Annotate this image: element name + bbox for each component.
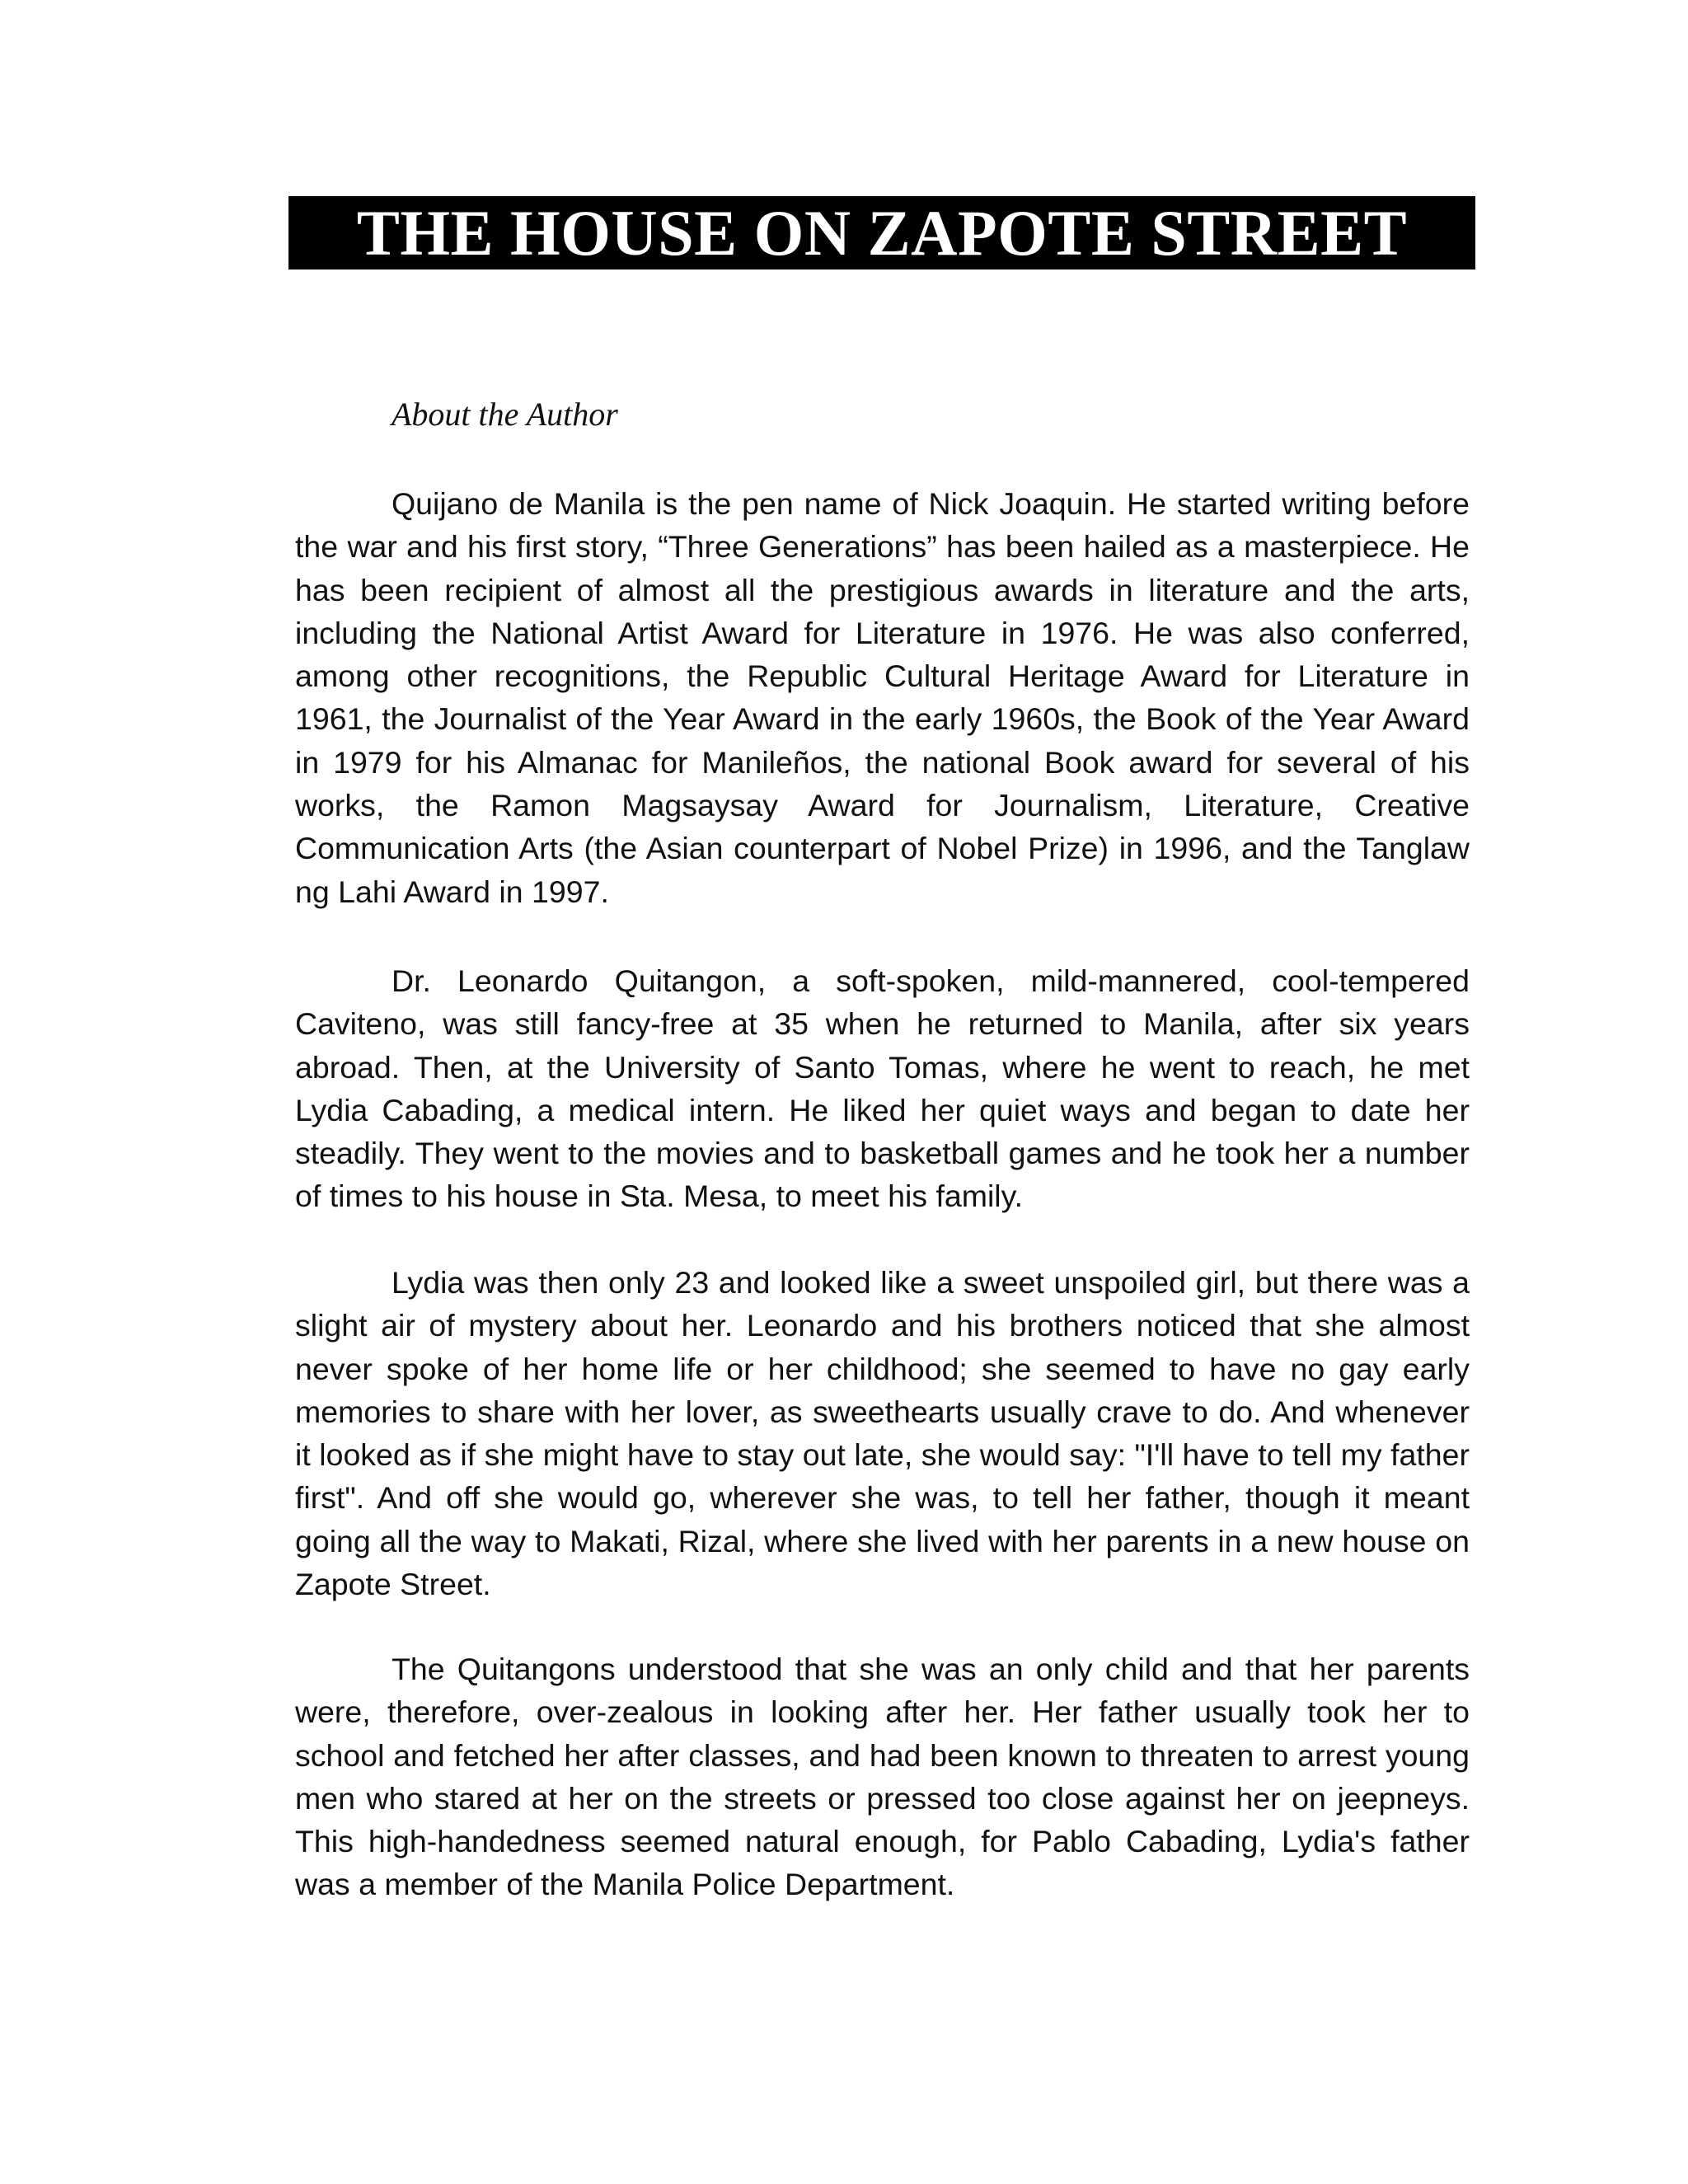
document-title: THE HOUSE ON ZAPOTE STREET	[288, 196, 1475, 269]
section-heading: About the Author	[392, 396, 618, 433]
paragraph-quitangons: The Quitangons understood that she was an only child and that her parents were, therefore, over-zealous in looking after her. Her father usually took her to school and fetched her after classes, and had been known to threaten to arrest young men who stared at her on the streets or pressed too close against her on jeepneys. This high-handedness seemed natural enough, for Pablo Cabading, Lydia's father was a member of the Manila Police Department.	[295, 1652, 1470, 1902]
paragraph-lydia: Lydia was then only 23 and looked like a sweet unspoiled girl, but there was a slight air of mystery about her. Leonardo and his brothers noticed that she almost never spoke of her home life or her childhood; she seemed to have no gay early memories to share with her lover, as sweethearts usually crave to do. And whenever it looked as if she might have to stay out late, she would say: "I'll have to tell my father first". And off she would go, wherever she was, to tell her father, though it meant going all the way to Makati, Rizal, where she lived with her parents in a new house on Zapote Street.	[295, 1265, 1470, 1602]
paragraph-about-author: Quijano de Manila is the pen name of Nick Joaquin. He started writing before the war and his first story, “Three Generations” has been hailed as a masterpiece. He has been recipient of almost all the prestigious awards in literature and the arts, including the National Artist Award for Literature in 1976. He was also conferred, among other recognitions, the Republic Cultural Heritage Award for Literature in 1961, the Journalist of the Year Award in the early 1960s, the Book of the Year Award in 1979 for his Almanac for Manileños, the national Book award for several of his works, the Ramon Magsaysay Award for Journalism, Literature, Creative Communication Arts (the Asian counterpart of Nobel Prize) in 1996, and the Tanglaw ng Lahi Award in 1997.	[295, 486, 1470, 909]
paragraph-leonardo: Dr. Leonardo Quitangon, a soft-spoken, mild-mannered, cool-tempered Caviteno, was still fancy-free at 35 when he returned to Manila, after six years abroad. Then, at the University of Santo Tomas, where he went to reach, he met Lydia Cabading, a medical intern. He liked her quiet ways and began to date her steadily. They went to the movies and to basketball games and he took her a number of times to his house in Sta. Mesa, to meet his family.	[295, 963, 1470, 1214]
